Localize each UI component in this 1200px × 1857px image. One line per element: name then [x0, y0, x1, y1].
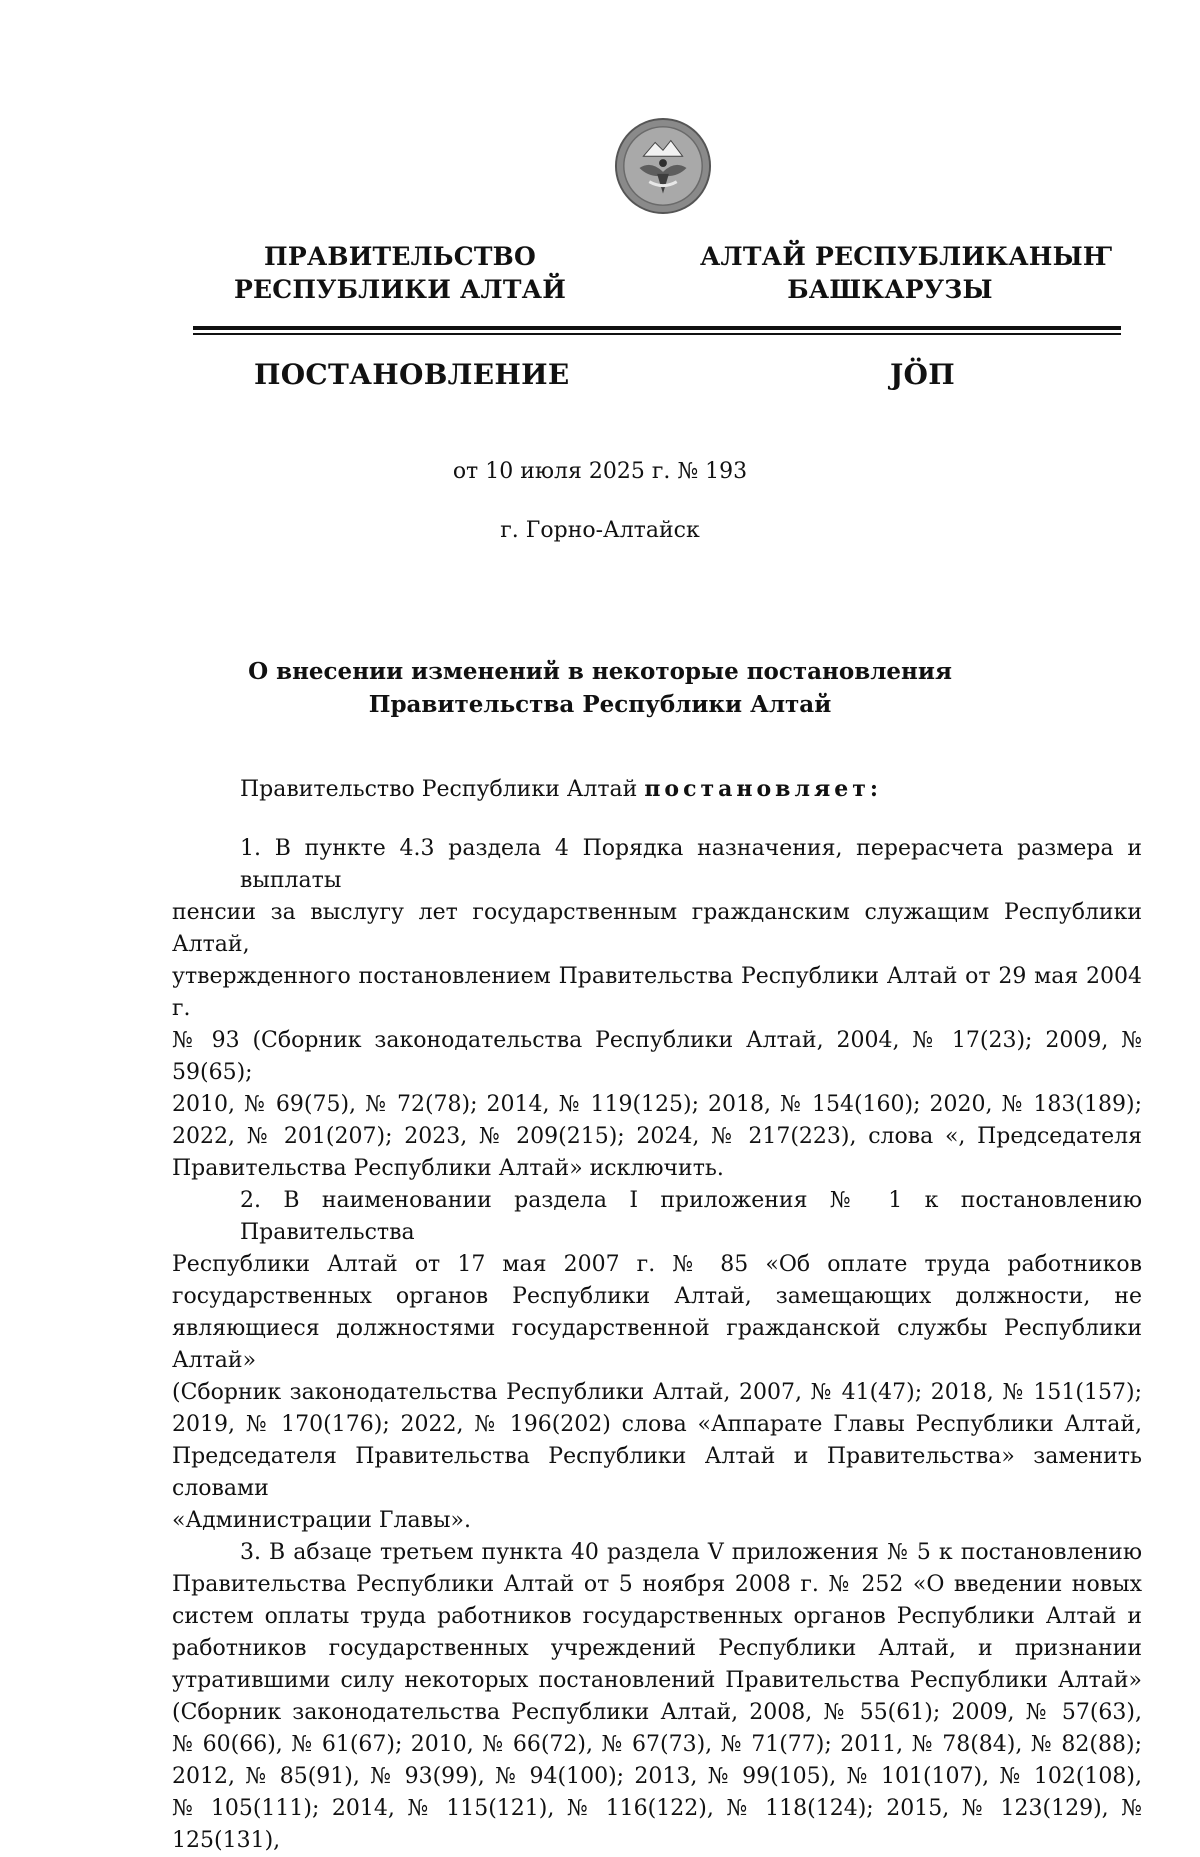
intro-emphasis: постановляет:	[644, 776, 882, 802]
header-divider-thin	[193, 333, 1121, 335]
header-left-line-2: РЕСПУБЛИКИ АЛТАЙ	[233, 275, 567, 304]
header-right	[700, 240, 1113, 306]
document-title-line-2: Правительства Республики Алтай	[368, 691, 832, 718]
header-left-line-1: ПРАВИТЕЛЬСТВО	[264, 242, 536, 271]
paragraph-2	[172, 1185, 1142, 1537]
paragraph-line: 2. В наименовании раздела I приложения № 1 к постановлению Правительства	[240, 1188, 1142, 1245]
paragraph-line: являющиеся должностями государственной гражданской службы Республики Алтай»	[172, 1316, 1142, 1373]
paragraph-line: Республики Алтай от 17 мая 2007 г. № 85 «Об оплате труда работников	[172, 1252, 1142, 1277]
paragraph-3	[172, 1537, 1142, 1857]
paragraph-line: 2019, № 170(176); 2022, № 196(202) слова «Аппарате Главы Республики Алтай,	[172, 1412, 1142, 1437]
doc-type-russian: ПОСТАНОВЛЕНИЕ	[254, 358, 570, 391]
doc-type-altai: ЈӦП	[890, 358, 955, 391]
paragraph-line: Правительства Республики Алтай» исключить.	[172, 1156, 724, 1181]
paragraph-line: «Администрации Главы».	[172, 1508, 471, 1533]
paragraph-line: государственных органов Республики Алтай, замещающих должности, не	[172, 1284, 1142, 1309]
paragraph-line: № 105(111); 2014, № 115(121), № 116(122), № 118(124); 2015, № 123(129), № 125(131),	[172, 1796, 1142, 1853]
paragraph-1	[172, 833, 1142, 1185]
header-right-line-2: БАШКАРУЗЫ	[787, 275, 993, 304]
paragraph-line: 2012, № 85(91), № 93(99), № 94(100); 2013, № 99(105), № 101(107), № 102(108),	[172, 1764, 1142, 1789]
paragraph-line: Председателя Правительства Республики Алтай и Правительства» заменить словами	[172, 1444, 1142, 1501]
paragraph-line: (Сборник законодательства Республики Алтай, 2007, № 41(47); 2018, № 151(157);	[172, 1380, 1142, 1405]
paragraph-line: пенсии за выслугу лет государственным гражданским служащим Республики Алтай,	[172, 900, 1142, 957]
paragraph-line: 2010, № 69(75), № 72(78); 2014, № 119(125); 2018, № 154(160); 2020, № 183(189);	[172, 1092, 1142, 1117]
paragraph-line: Правительства Республики Алтай от 5 ноября 2008 г. № 252 «О введении новых	[172, 1572, 1142, 1597]
document-date-number: от 10 июля 2025 г. № 193	[452, 459, 748, 484]
paragraph-line: 1. В пункте 4.3 раздела 4 Порядка назначения, перерасчета размера и выплаты	[240, 836, 1142, 893]
paragraph-line: (Сборник законодательства Республики Алтай, 2008, № 55(61); 2009, № 57(63),	[172, 1700, 1142, 1725]
paragraph-line: № 93 (Сборник законодательства Республики Алтай, 2004, № 17(23); 2009, № 59(65);	[172, 1028, 1142, 1085]
paragraph-line: 2022, № 201(207); 2023, № 209(215); 2024, № 217(223), слова «, Председателя	[172, 1124, 1142, 1149]
paragraph-line: № 60(66), № 61(67); 2010, № 66(72), № 67(73), № 71(77); 2011, № 78(84), № 82(88);	[172, 1732, 1142, 1757]
paragraph-line: систем оплаты труда работников государственных органов Республики Алтай и	[172, 1604, 1142, 1629]
paragraph-line: утвержденного постановлением Правительства Республики Алтай от 29 мая 2004 г.	[172, 964, 1142, 1021]
document-body	[172, 833, 1142, 1857]
document-title	[0, 655, 1200, 721]
document-city: г. Горно-Алтайск	[500, 518, 700, 543]
paragraph-line: 3. В абзаце третьем пункта 40 раздела V приложения № 5 к постановлению	[240, 1540, 1142, 1565]
paragraph-line: работников государственных учреждений Республики Алтай, и признании	[172, 1636, 1142, 1661]
header-right-line-1: АЛТАЙ РЕСПУБЛИКАНЫҤ	[700, 242, 1113, 271]
coat-of-arms-emblem-icon	[614, 117, 712, 215]
document-title-line-1: О внесении изменений в некоторые постановления	[248, 658, 952, 685]
paragraph-line: утратившими силу некоторых постановлений Правительства Республики Алтай»	[172, 1668, 1142, 1693]
header-divider-thick	[193, 326, 1121, 330]
intro-line	[240, 776, 882, 802]
header-left	[200, 240, 600, 306]
intro-text: Правительство Республики Алтай	[240, 777, 645, 802]
